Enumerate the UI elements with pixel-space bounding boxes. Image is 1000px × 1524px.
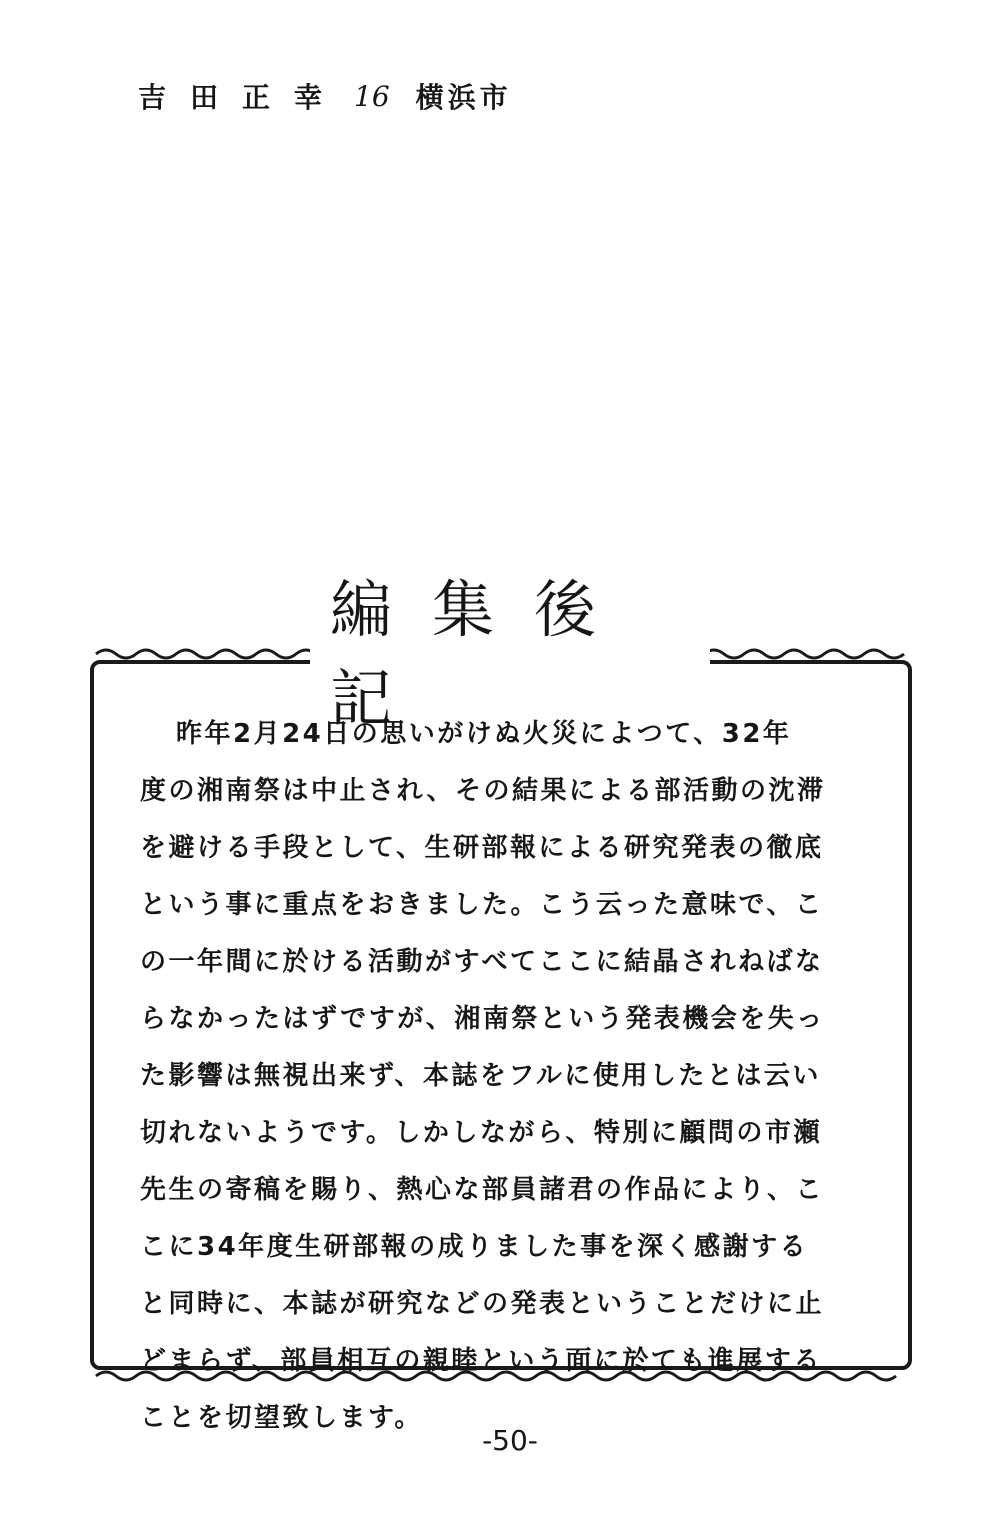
afterword-title: 編集後記 — [310, 606, 710, 692]
text-line: らなかったはずですが、湘南祭という発表機会を失っ — [140, 1004, 825, 1034]
author-byline — [138, 74, 558, 118]
text-line: こに34年度生研部報の成りました事を深く感謝する — [140, 1232, 809, 1262]
text-line: 昨年2月24日の思いがけぬ火災によつて、32年 — [176, 719, 792, 749]
afterword-body — [140, 706, 870, 1447]
text-line: 切れないようです。しかしながら、特別に顧問の市瀬 — [140, 1118, 822, 1148]
author-grade: 16 — [354, 79, 390, 113]
text-line: を避ける手段として、生研部報による研究発表の徹底 — [140, 833, 824, 863]
text-line: の一年間に於ける活動がすべてここに結晶されねばな — [140, 947, 824, 977]
text-line: ことを切望致します。 — [140, 1403, 423, 1433]
text-line: 先生の寄稿を賜り、熱心な部員諸君の作品により、こ — [140, 1175, 825, 1205]
text-line: という事に重点をおきました。こう云った意味で、こ — [140, 890, 824, 920]
author-city: 横浜市 — [415, 81, 512, 114]
text-line: た影響は無視出来ず、本誌をフルに使用したとは云い — [140, 1061, 821, 1091]
text-line: 度の湘南祭は中止され、その結果による部活動の沈滞 — [140, 776, 826, 806]
author-name: 吉田正幸 — [138, 81, 347, 114]
text-line: と同時に、本誌が研究などの発表ということだけに止 — [140, 1289, 825, 1319]
text-line: どまらず、部員相互の親睦という面に於ても進展する — [140, 1346, 822, 1376]
page-number: -50- — [482, 1424, 538, 1457]
